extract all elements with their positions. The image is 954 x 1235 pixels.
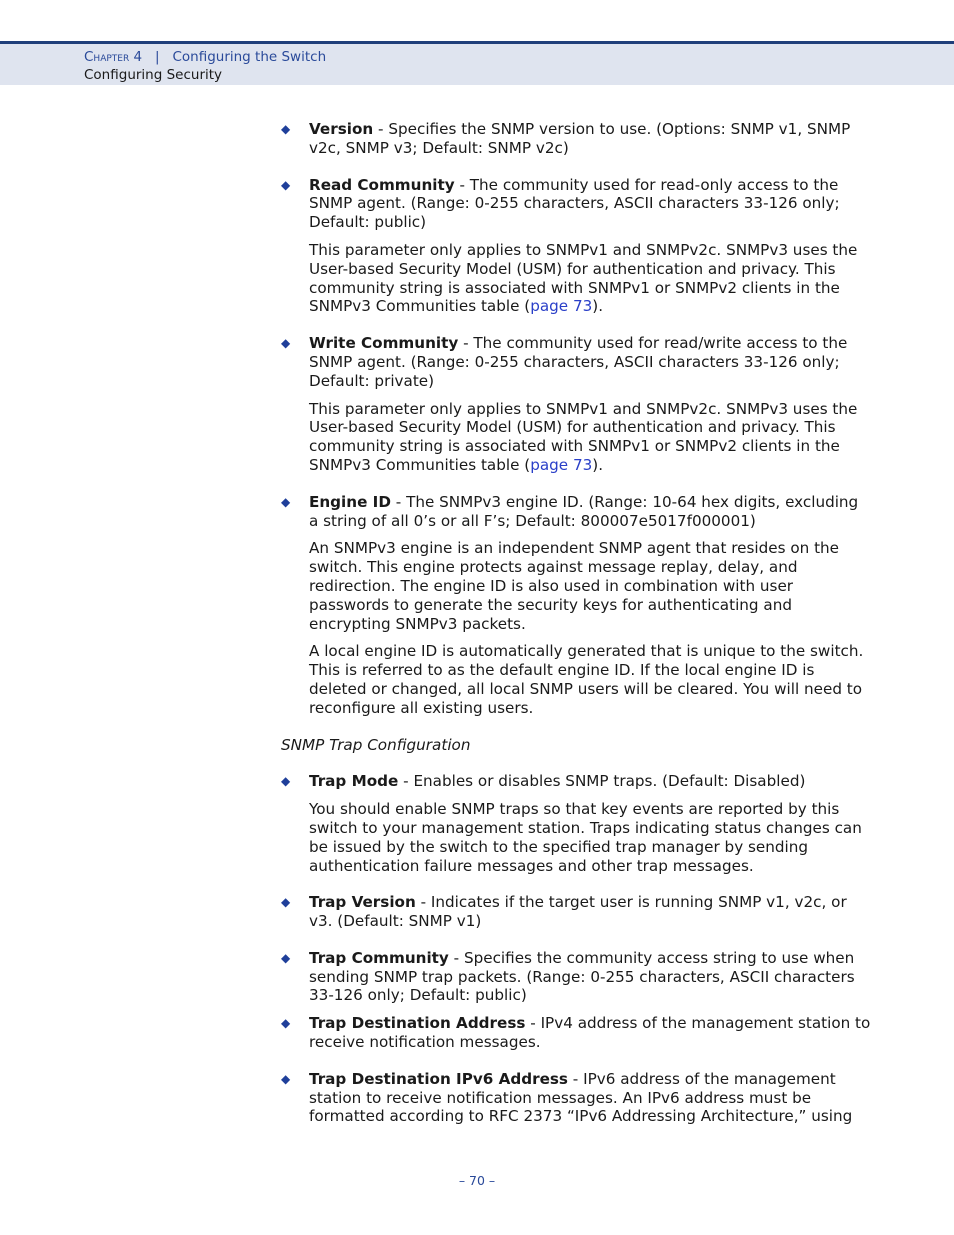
diamond-bullet-icon: ◆ (281, 1071, 291, 1086)
param-item-trap-mode (281, 772, 871, 875)
param-term: Trap Mode (309, 772, 399, 791)
param-description: - The SNMPv3 engine ID. (Range: 10-64 hex digits, excluding a string of all 0’s or all F’s; Default: 800007e5017f000001) (309, 492, 859, 530)
param-item-engine-id (281, 493, 871, 718)
param-definition (309, 893, 871, 931)
diamond-bullet-icon: ◆ (281, 336, 291, 351)
section-title: Configuring Security (84, 67, 223, 83)
param-definition (309, 949, 871, 1005)
chapter-line (84, 49, 326, 65)
param-term: Trap Version (309, 893, 416, 912)
param-term: Read Community (309, 175, 455, 194)
param-definition (309, 334, 871, 390)
param-definition (309, 772, 871, 791)
param-item-version (281, 120, 871, 158)
page-number: – 70 – (458, 1173, 496, 1188)
param-term: Trap Community (309, 948, 449, 967)
chapter-label: Chapter 4 (84, 49, 143, 65)
param-note: You should enable SNMP traps so that key events are reported by this switch to your management station. Traps indicating status changes can be issued by the switch to the specified trap manager by sending authentication failure messages and other trap messages. (309, 800, 862, 875)
param-definition (309, 493, 871, 531)
param-item-write-community (281, 334, 871, 475)
param-note: This parameter only applies to SNMPv1 and SNMPv2c. SNMPv3 uses the User-based Security Model (USM) for authentication and privacy. This community string is associated with SNMPv1 or SNMPv2 clients in the SNMPv3 Communities table (page 73). (309, 240, 858, 316)
page-link[interactable]: page 73 (530, 297, 593, 316)
param-description: - IPv6 address of the management station to receive notification messages. An IPv6 address must be formatted according to RFC 2373 “IPv6 Addressing Architecture,” using (309, 1069, 853, 1126)
param-term: Engine ID (309, 492, 391, 511)
param-term: Version (309, 120, 374, 138)
param-description: - Enables or disables SNMP traps. (Default: Disabled) (398, 772, 806, 791)
param-term: Write Community (309, 334, 459, 353)
page-content (281, 120, 871, 1126)
param-description: - Indicates if the target user is running SNMP v1, v2c, or v3. (Default: SNMP v1) (309, 893, 847, 931)
param-definition (309, 1070, 871, 1126)
page-header (0, 41, 954, 85)
diamond-bullet-icon: ◆ (281, 177, 291, 192)
param-term: Trap Destination IPv6 Address (309, 1069, 568, 1088)
param-item-trap-destination-ipv6-address (281, 1070, 871, 1126)
diamond-bullet-icon: ◆ (281, 774, 291, 789)
param-description: - Specifies the community access string to use when sending SNMP trap packets. (Range: 0-255 characters, ASCII characters 33-126 only; Default: public) (309, 948, 855, 1005)
page-link[interactable]: page 73 (530, 455, 593, 474)
param-item-trap-community (281, 949, 871, 1005)
diamond-bullet-icon: ◆ (281, 895, 291, 910)
param-item-trap-version (281, 893, 871, 931)
param-definition (309, 120, 871, 158)
param-term: Trap Destination Address (309, 1014, 526, 1033)
param-note: An SNMPv3 engine is an independent SNMP agent that resides on the switch. This engine protects against message replay, delay, and redirection. The engine ID is also used in combination with user passwords to generate the security keys for authenticating and encrypting SNMPv3 packets. (309, 539, 840, 633)
section-subheading: SNMP Trap Configuration (281, 735, 471, 754)
diamond-bullet-icon: ◆ (281, 494, 291, 509)
param-note: This parameter only applies to SNMPv1 and SNMPv2c. SNMPv3 uses the User-based Security Model (USM) for authentication and privacy. This community string is associated with SNMPv1 or SNMPv2 clients in the SNMPv3 Communities table (page 73). (309, 399, 858, 474)
param-definition (309, 1014, 871, 1052)
diamond-bullet-icon: ◆ (281, 1016, 291, 1031)
chapter-title: Configuring the Switch (172, 49, 327, 65)
diamond-bullet-icon: ◆ (281, 950, 291, 965)
param-note: A local engine ID is automatically generated that is unique to the switch. This is referred to as the default engine ID. If the local engine ID is deleted or changed, all local SNMP users will be cleared. You will need to reconfigure all existing users. (309, 642, 864, 717)
param-description: - IPv4 address of the management station to receive notification messages. (309, 1014, 871, 1052)
param-item-trap-destination-address (281, 1014, 871, 1052)
param-definition (309, 176, 871, 232)
param-description: - Specifies the SNMP version to use. (Options: SNMP v1, SNMP v2c, SNMP v3; Default: SNMP v2c) (309, 120, 851, 157)
diamond-bullet-icon: ◆ (281, 122, 291, 136)
param-item-read-community (281, 176, 871, 317)
param-description: - The community used for read-only access to the SNMP agent. (Range: 0-255 characters, ASCII characters 33-126 only; Default: public) (309, 175, 840, 232)
param-description: - The community used for read/write access to the SNMP agent. (Range: 0-255 characters, ASCII characters 33-126 only; Default: private) (309, 334, 848, 390)
header-separator: | (155, 49, 160, 65)
